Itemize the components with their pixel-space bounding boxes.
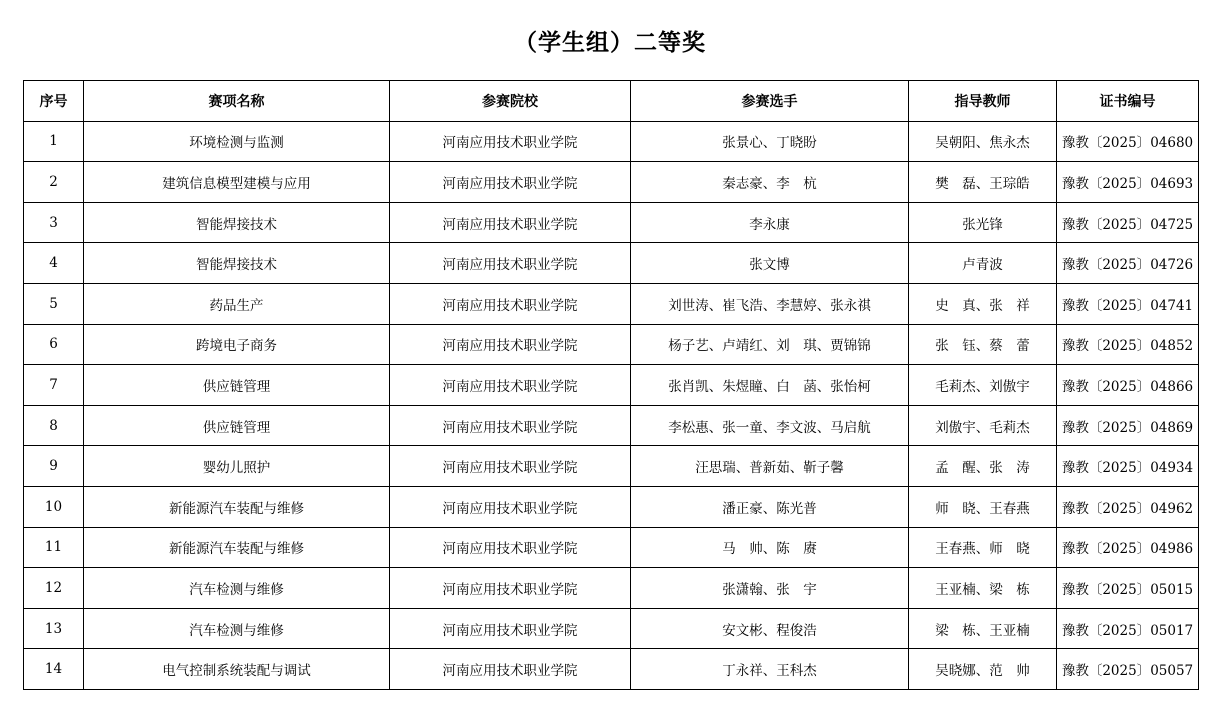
- cell-event: 婴幼儿照护: [84, 446, 390, 487]
- cell-cert: 豫教〔2025〕04693: [1057, 162, 1199, 203]
- header-event: 赛项名称: [84, 81, 390, 122]
- table-row: [24, 243, 1199, 284]
- cell-cert: 豫教〔2025〕04962: [1057, 486, 1199, 527]
- cell-cert: 豫教〔2025〕04726: [1057, 243, 1199, 284]
- header-school: 参赛院校: [390, 81, 631, 122]
- table-row: [24, 608, 1199, 649]
- cell-event: 跨境电子商务: [84, 324, 390, 365]
- cell-index: 13: [24, 608, 84, 649]
- cell-contestants: 安文彬、程俊浩: [631, 608, 909, 649]
- cell-cert: 豫教〔2025〕04986: [1057, 527, 1199, 568]
- cell-advisors: 刘傲宇、毛莉杰: [909, 405, 1057, 446]
- cell-contestants: 张肖凯、朱煜瞳、白 菡、张怡柯: [631, 365, 909, 406]
- header-contestants: 参赛选手: [631, 81, 909, 122]
- table-row: [24, 121, 1199, 162]
- cell-contestants: 李永康: [631, 202, 909, 243]
- cell-cert: 豫教〔2025〕04741: [1057, 283, 1199, 324]
- cell-cert: 豫教〔2025〕05057: [1057, 649, 1199, 690]
- cell-index: 4: [24, 243, 84, 284]
- cell-school: 河南应用技术职业学院: [390, 608, 631, 649]
- cell-event: 新能源汽车装配与维修: [84, 486, 390, 527]
- cell-contestants: 潘正豪、陈光普: [631, 486, 909, 527]
- cell-cert: 豫教〔2025〕05015: [1057, 568, 1199, 609]
- cell-index: 10: [24, 486, 84, 527]
- cell-school: 河南应用技术职业学院: [390, 283, 631, 324]
- table-row: [24, 324, 1199, 365]
- cell-index: 8: [24, 405, 84, 446]
- cell-event: 智能焊接技术: [84, 202, 390, 243]
- cell-index: 14: [24, 649, 84, 690]
- cell-contestants: 张文博: [631, 243, 909, 284]
- cell-event: 电气控制系统装配与调试: [84, 649, 390, 690]
- cell-index: 5: [24, 283, 84, 324]
- cell-event: 建筑信息模型建模与应用: [84, 162, 390, 203]
- header-advisors: 指导教师: [909, 81, 1057, 122]
- cell-advisors: 史 真、张 祥: [909, 283, 1057, 324]
- cell-cert: 豫教〔2025〕04869: [1057, 405, 1199, 446]
- cell-school: 河南应用技术职业学院: [390, 324, 631, 365]
- cell-event: 智能焊接技术: [84, 243, 390, 284]
- header-cert: 证书编号: [1057, 81, 1199, 122]
- cell-cert: 豫教〔2025〕04680: [1057, 121, 1199, 162]
- table-row: [24, 486, 1199, 527]
- cell-contestants: 汪思瑞、普新茹、靳子馨: [631, 446, 909, 487]
- cell-contestants: 李松惠、张一童、李文波、马启航: [631, 405, 909, 446]
- table-row: [24, 446, 1199, 487]
- cell-school: 河南应用技术职业学院: [390, 121, 631, 162]
- cell-advisors: 毛莉杰、刘傲宇: [909, 365, 1057, 406]
- cell-advisors: 樊 磊、王琮皓: [909, 162, 1057, 203]
- cell-index: 1: [24, 121, 84, 162]
- cell-school: 河南应用技术职业学院: [390, 202, 631, 243]
- cell-advisors: 梁 栋、王亚楠: [909, 608, 1057, 649]
- table-row: [24, 649, 1199, 690]
- cell-school: 河南应用技术职业学院: [390, 446, 631, 487]
- cell-index: 9: [24, 446, 84, 487]
- cell-event: 环境检测与监测: [84, 121, 390, 162]
- cell-index: 6: [24, 324, 84, 365]
- cell-event: 供应链管理: [84, 405, 390, 446]
- cell-advisors: 卢青波: [909, 243, 1057, 284]
- cell-cert: 豫教〔2025〕04852: [1057, 324, 1199, 365]
- table-row: [24, 202, 1199, 243]
- cell-advisors: 师 晓、王春燕: [909, 486, 1057, 527]
- cell-school: 河南应用技术职业学院: [390, 243, 631, 284]
- cell-contestants: 张潇翰、张 宇: [631, 568, 909, 609]
- cell-event: 汽车检测与维修: [84, 568, 390, 609]
- table-header-row: [24, 81, 1199, 122]
- cell-school: 河南应用技术职业学院: [390, 162, 631, 203]
- cell-cert: 豫教〔2025〕04934: [1057, 446, 1199, 487]
- cell-advisors: 孟 醒、张 涛: [909, 446, 1057, 487]
- cell-contestants: 马 帅、陈 赓: [631, 527, 909, 568]
- cell-advisors: 张光锋: [909, 202, 1057, 243]
- cell-school: 河南应用技术职业学院: [390, 649, 631, 690]
- cell-school: 河南应用技术职业学院: [390, 568, 631, 609]
- cell-school: 河南应用技术职业学院: [390, 365, 631, 406]
- cell-advisors: 王亚楠、梁 栋: [909, 568, 1057, 609]
- table-row: [24, 568, 1199, 609]
- cell-event: 供应链管理: [84, 365, 390, 406]
- header-index: 序号: [24, 81, 84, 122]
- cell-school: 河南应用技术职业学院: [390, 405, 631, 446]
- page-title: （学生组）二等奖: [514, 30, 706, 56]
- cell-event: 新能源汽车装配与维修: [84, 527, 390, 568]
- table-body: [24, 121, 1199, 689]
- cell-contestants: 刘世涛、崔飞浩、李慧婷、张永祺: [631, 283, 909, 324]
- cell-advisors: 吴晓娜、范 帅: [909, 649, 1057, 690]
- cell-advisors: 吴朝阳、焦永杰: [909, 121, 1057, 162]
- cell-contestants: 杨子艺、卢靖红、刘 琪、贾锦锦: [631, 324, 909, 365]
- cell-school: 河南应用技术职业学院: [390, 486, 631, 527]
- cell-contestants: 张景心、丁晓盼: [631, 121, 909, 162]
- table-row: [24, 365, 1199, 406]
- cell-school: 河南应用技术职业学院: [390, 527, 631, 568]
- cell-index: 3: [24, 202, 84, 243]
- table-row: [24, 527, 1199, 568]
- cell-index: 12: [24, 568, 84, 609]
- table-row: [24, 405, 1199, 446]
- cell-index: 7: [24, 365, 84, 406]
- cell-advisors: 张 钰、蔡 蕾: [909, 324, 1057, 365]
- cell-event: 药品生产: [84, 283, 390, 324]
- cell-cert: 豫教〔2025〕05017: [1057, 608, 1199, 649]
- cell-event: 汽车检测与维修: [84, 608, 390, 649]
- table-row: [24, 283, 1199, 324]
- cell-cert: 豫教〔2025〕04725: [1057, 202, 1199, 243]
- cell-advisors: 王春燕、师 晓: [909, 527, 1057, 568]
- cell-index: 2: [24, 162, 84, 203]
- cell-contestants: 丁永祥、王科杰: [631, 649, 909, 690]
- cell-cert: 豫教〔2025〕04866: [1057, 365, 1199, 406]
- cell-index: 11: [24, 527, 84, 568]
- cell-contestants: 秦志豪、李 杭: [631, 162, 909, 203]
- table-row: [24, 162, 1199, 203]
- award-table: [23, 80, 1199, 690]
